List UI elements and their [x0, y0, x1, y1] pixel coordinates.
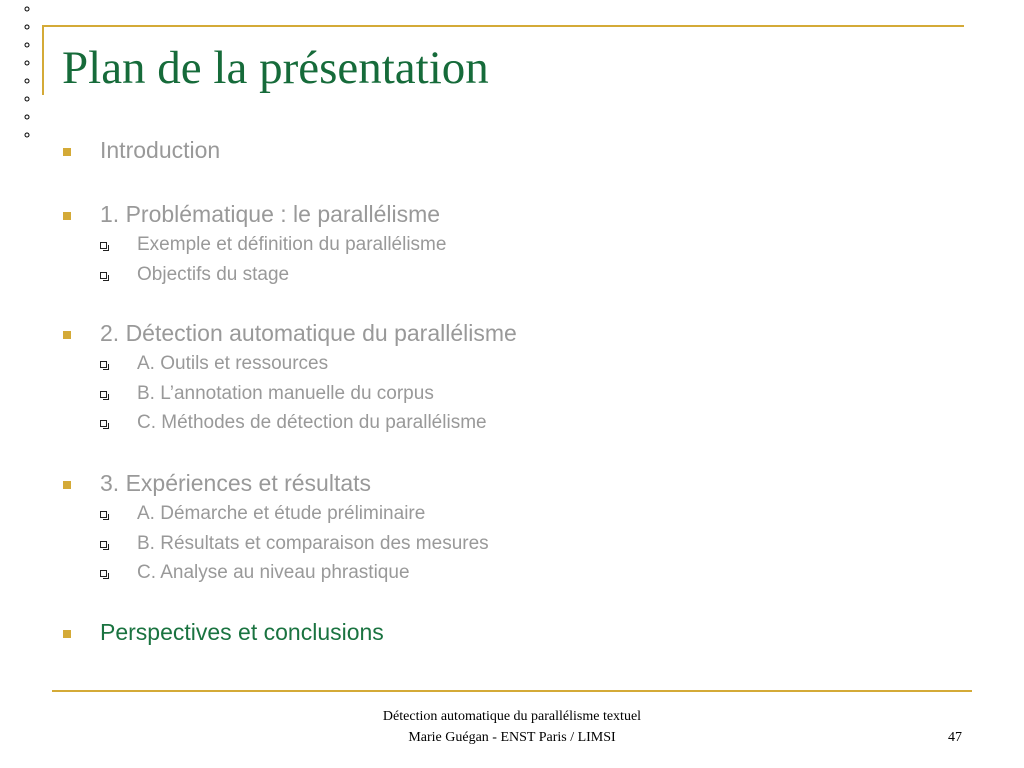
- square-bullet-icon: [63, 630, 71, 638]
- square-bullet-icon: [63, 212, 71, 220]
- box-bullet-icon: [100, 511, 107, 518]
- title-frame-top-rule: [42, 25, 964, 27]
- outline-subitem-label: Objectifs du stage: [137, 264, 290, 285]
- square-bullet-icon: [63, 481, 71, 489]
- outline-subitem-label: C. Méthodes de détection du parallélisme: [137, 412, 487, 433]
- footer-line-title: Détection automatique du parallélisme textuel: [382, 709, 642, 724]
- outline-item-label: 3. Expériences et résultats: [100, 470, 372, 496]
- outline-item-label: 2. Détection automatique du parallélisme: [100, 320, 517, 346]
- outline-subitem-label: Exemple et définition du parallélisme: [137, 234, 447, 255]
- page-number: 47: [948, 730, 962, 745]
- square-bullet-icon: [63, 148, 71, 156]
- outline-subitem-label: A. Outils et ressources: [137, 353, 329, 374]
- box-bullet-icon: [100, 420, 107, 427]
- outline-subitem-label: B. Résultats et comparaison des mesures: [137, 533, 489, 554]
- box-bullet-icon: [100, 242, 107, 249]
- outline-subitem-label: A. Démarche et étude préliminaire: [137, 503, 426, 524]
- footer-line-author: Marie Guégan - ENST Paris / LIMSI: [408, 730, 616, 745]
- outline-item-label-current: Perspectives et conclusions: [100, 619, 384, 645]
- outline-subitem-label: C. Analyse au niveau phrastique: [137, 562, 410, 583]
- outline-item-label: 1. Problématique : le parallélisme: [100, 201, 441, 227]
- box-bullet-icon: [100, 272, 107, 279]
- footer-rule: [52, 690, 972, 692]
- outline-subitem-label: B. L’annotation manuelle du corpus: [137, 383, 434, 404]
- title-frame-left-rule: [42, 25, 44, 95]
- slide-title: Plan de la présentation: [62, 42, 489, 94]
- square-bullet-icon: [63, 331, 71, 339]
- footer-text: [312, 706, 712, 748]
- outline-item-label: Introduction: [100, 137, 221, 163]
- box-bullet-icon: [100, 541, 107, 548]
- box-bullet-icon: [100, 391, 107, 398]
- box-bullet-icon: [100, 361, 107, 368]
- box-bullet-icon: [100, 570, 107, 577]
